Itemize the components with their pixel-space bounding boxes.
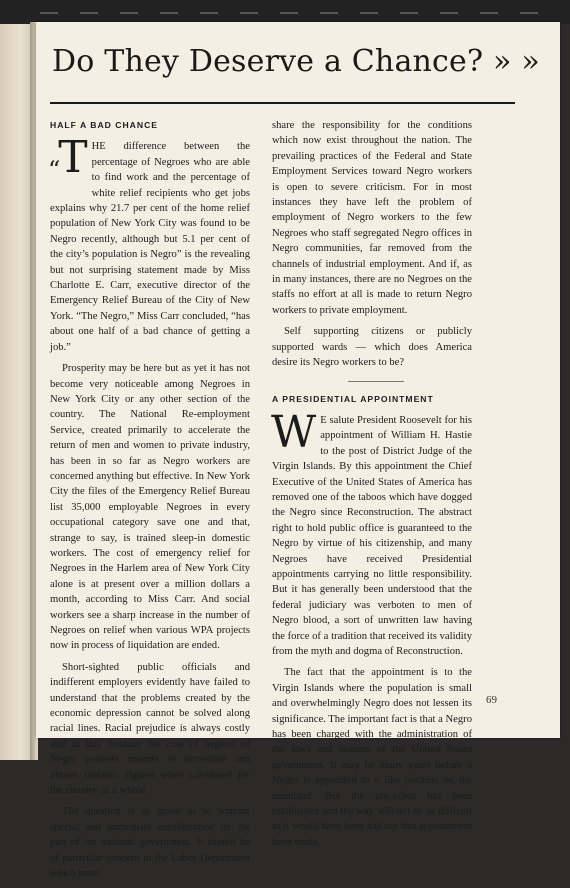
page-title: Do They Deserve a Chance? » » [52, 44, 540, 79]
top-dashed-strip [0, 0, 570, 24]
left-paragraph-2: Prosperity may be here but as yet it has not become very noticeable among Negroes in New York City or any other section of the country. The National Re-employment Service, created primarily to accelerate the return of men and women to private industry, has been in so far as Negro workers are concerned anything but effective. In New York City the files of the Emergency Relief Bureau list 35,000 employable Negroes in every occupational category save one and that, strange to say, is trained sleep-in domestic workers. The cost of emergency relief for Negroes in the Harlem area of New York City alone is at present over a million dollars a month, according to Miss Carr. And social workers see a sharp increase in the number of Negroes on relief when various WPA projects now in process of liquidation are ended. [50, 363, 250, 652]
drop-cap: “T [48, 132, 88, 185]
left-paragraph-1: “T HE difference between the percentage of Negroes who are able to find work and the percentage of white relief recipients who get jobs explains why 21.7 per cent of the home relief population of New York City was found to be Negro recently, although but 5.1 per cent of the city’s population is Negro” is the revealing but not surprising statement made by Miss Charlotte E. Carr, executive director of the Emergency Relief Bureau of the City of New York. “The Negro,” Miss Carr concluded, “has about one half of a bad chance of getting a job.” [48, 132, 250, 353]
left-column [50, 118, 250, 888]
right-paragraph-3: W E salute President Roosevelt for his appointment of William H. Hastie to the post of District Judge of the Virgin Islands. By this appointment the Chief Executive of the United States of America has removed one of the taboos which have dogged the Negro since Reconstruction. The abstract right to hold public office is guaranteed to the Negro by virtue of his citizenship, and many Negroes have received Presidential appointments carrying no little responsibility. But it has generally been understood that the federal judiciary was verboten to men of Negro blood, a sort of unwritten law having the force of a tradition that received its validity from the myth and dogma of Reconstruction. [271, 406, 472, 657]
left-paragraph-3: Short-sighted public officials and indifferent employers evidently have failed to understand that the problems created by the economic depression cannot be solved along racial lines. Racial prejudice is always costly and in this instance the cost of neglect of Negro workers mounts to incredible and almost fantastic figures when calculated for the country as a whole. [50, 661, 250, 797]
section-heading-half-a-bad-chance: HALF A BAD CHANCE [50, 120, 159, 130]
right-paragraph-1: share the responsibility for the conditions which now exist throughout the nation. The prevailing practices of the Federal and State Employment Services toward Negro workers is open to severe criticism. For in most instances they have left the problem of employment of Negro workers to the few Negroes who staff segregated Negro offices in Negro communities, far removed from the channels of industrial employment. And if, as in many instances, there are no Negroes on the staffs no effort at all is made to return Negro workers to private employment. [272, 120, 472, 316]
page-number: 69 [486, 694, 497, 706]
section-divider [348, 381, 404, 382]
right-paragraph-4: The fact that the appointment is to the Virgin Islands where the population is small and overwhelmingly Negro does not lessen its significance. The important fact is that a Negro has been charged with the administration of the laws and statutes of the United States government. It may be many years before a Negro is appointed to a like position on the mainland. But the precedent has been established and the way will not be as difficult as it would have been had not this appointment been made. [272, 667, 472, 848]
drop-cap-w: W [271, 406, 317, 458]
right-column [272, 118, 472, 856]
left-paragraph-4: The question is so grave as to warrant special and immediate consideration on the part of the national government. It should be of particular concern to the Labor Department which must [50, 806, 250, 880]
title-rule [50, 102, 515, 104]
section-heading-presidential-appointment: A PRESIDENTIAL APPOINTMENT [272, 393, 434, 404]
book-binding [0, 24, 34, 760]
right-paragraph-2: Self supporting citizens or publicly supported wards — which does America desire its Negro workers to be? [272, 326, 472, 369]
